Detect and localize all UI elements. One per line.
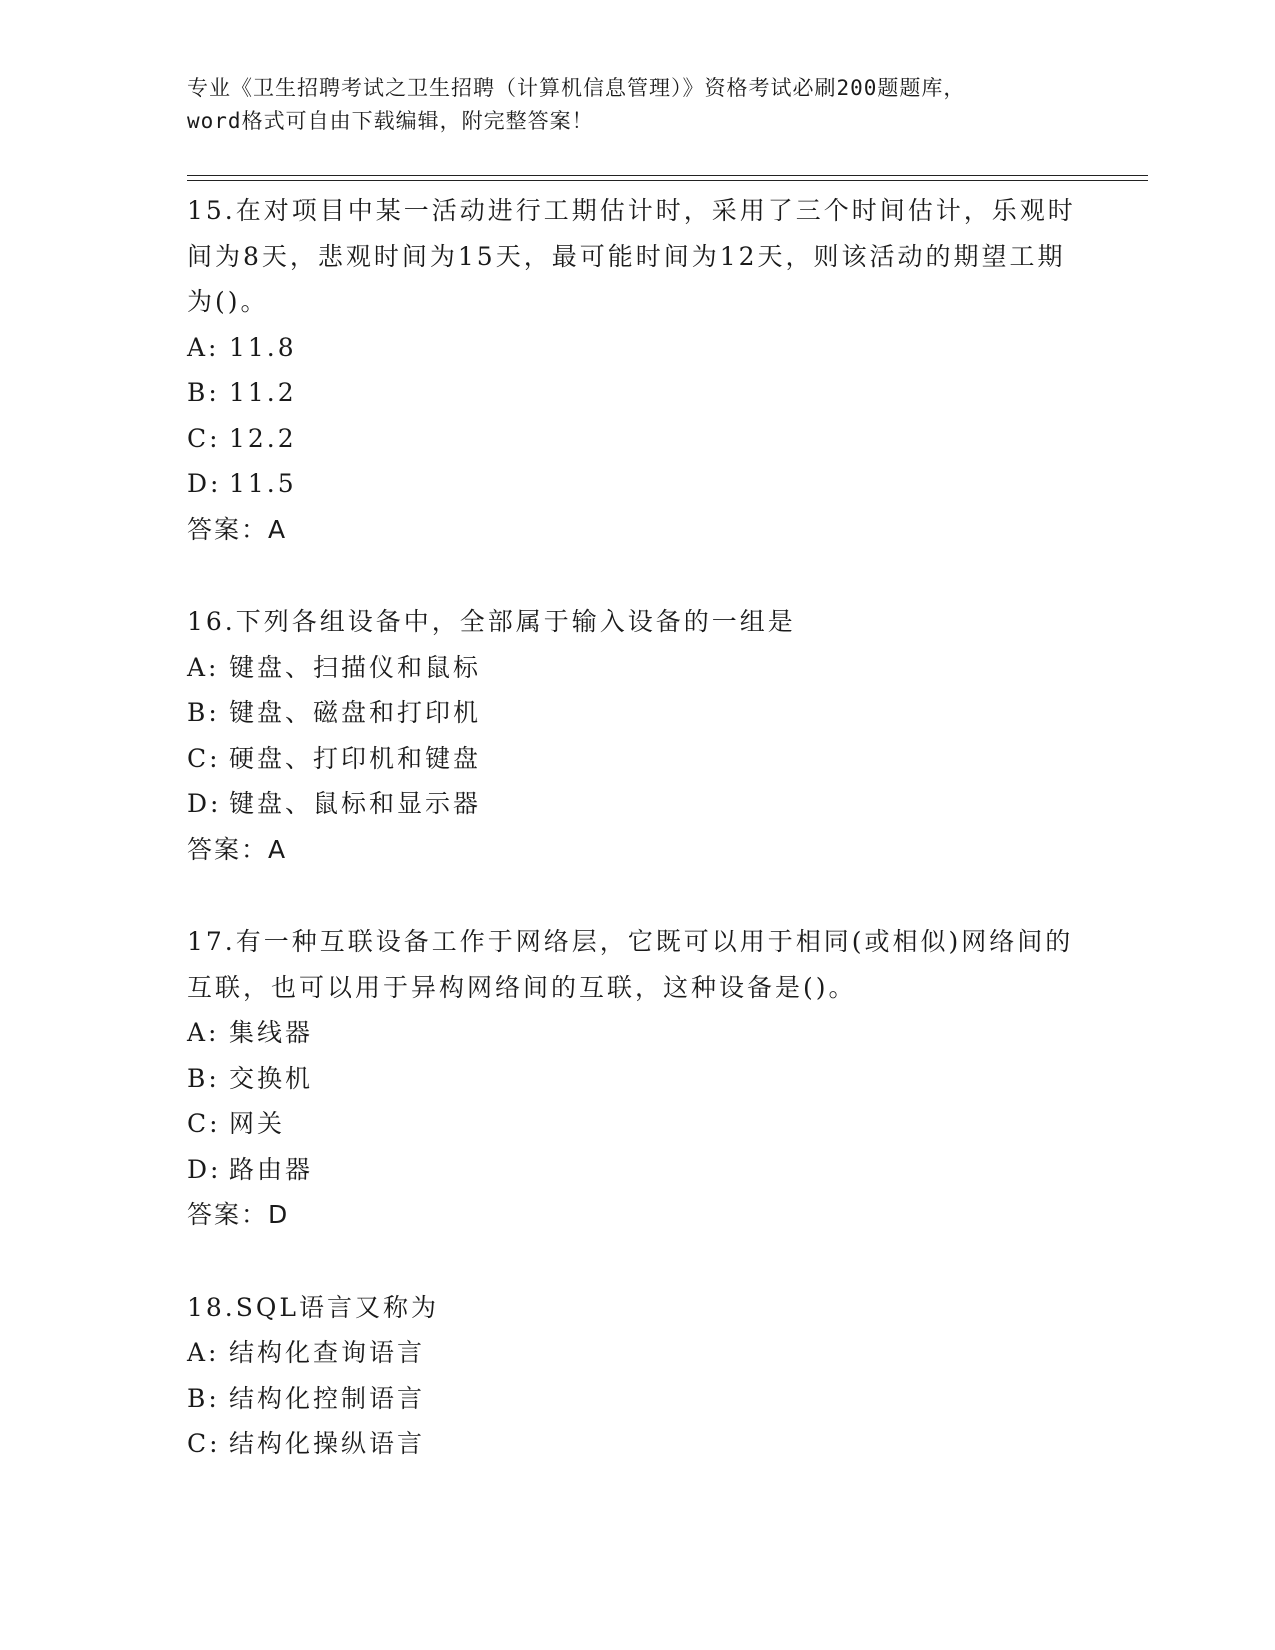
option-d <box>187 461 1087 507</box>
option-letter: A: <box>187 1018 220 1047</box>
option-letter: C: <box>187 423 221 453</box>
option-b <box>187 690 1087 736</box>
header-divider-bottom <box>187 180 1148 181</box>
question-15 <box>187 188 1087 552</box>
option-text: 12.2 <box>229 423 297 453</box>
option-letter: A: <box>187 1338 220 1367</box>
header-divider-top <box>187 175 1148 176</box>
option-text: 11.2 <box>229 378 297 407</box>
option-text: 结构化控制语言 <box>229 1383 426 1413</box>
option-letter: D: <box>187 1154 222 1184</box>
option-text: 键盘、鼠标和显示器 <box>229 789 482 818</box>
option-text: 硬盘、打印机和键盘 <box>229 743 482 773</box>
answer-value: A <box>268 514 288 544</box>
option-text: 键盘、扫描仪和鼠标 <box>229 652 482 682</box>
option-letter: B: <box>187 698 220 727</box>
option-letter: C: <box>187 1429 221 1458</box>
question-16 <box>187 599 1087 872</box>
option-text: 集线器 <box>229 1018 314 1047</box>
question-stem: 16.下列各组设备中，全部属于输入设备的一组是 <box>187 607 796 636</box>
option-letter: D: <box>187 789 222 818</box>
question-stem: 17.有一种互联设备工作于网络层，它既可以用于相同(或相似)网络间的互联，也可以用于异构网络间的互联，这种设备是()。 <box>187 927 1074 1002</box>
header-line-1: 专业《卫生招聘考试之卫生招聘（计算机信息管理）》资格考试必刷200题题库， <box>187 76 966 100</box>
answer-line <box>187 1192 1087 1238</box>
option-c <box>187 416 1087 462</box>
document-header <box>187 72 1087 138</box>
answer-prefix: 答案： <box>187 834 269 864</box>
answer-prefix: 答案： <box>187 1200 269 1229</box>
option-a <box>187 1010 1087 1056</box>
option-letter: A: <box>187 332 220 362</box>
option-c <box>187 736 1087 782</box>
option-a <box>187 1330 1087 1376</box>
option-letter: C: <box>187 1109 221 1138</box>
question-17 <box>187 919 1087 1238</box>
option-text: 11.8 <box>229 332 297 362</box>
option-text: 交换机 <box>229 1063 314 1093</box>
answer-line <box>187 827 1087 873</box>
answer-prefix: 答案： <box>187 514 269 544</box>
option-text: 11.5 <box>229 469 297 498</box>
answer-value: A <box>268 834 288 864</box>
option-a <box>187 325 1087 371</box>
question-18 <box>187 1285 1087 1467</box>
option-a <box>187 645 1087 691</box>
answer-value: D <box>268 1200 290 1229</box>
option-text: 结构化操纵语言 <box>229 1429 426 1458</box>
option-c <box>187 1421 1087 1467</box>
option-letter: A: <box>187 652 220 682</box>
option-text: 路由器 <box>229 1154 314 1184</box>
option-letter: D: <box>187 469 222 498</box>
option-text: 结构化查询语言 <box>229 1338 426 1367</box>
option-b <box>187 370 1087 416</box>
option-letter: B: <box>187 1383 220 1413</box>
option-letter: C: <box>187 743 221 773</box>
question-list <box>187 188 1087 1514</box>
question-stem: 18.SQL语言又称为 <box>187 1292 439 1322</box>
option-text: 网关 <box>229 1109 286 1138</box>
option-b <box>187 1056 1087 1102</box>
option-b <box>187 1376 1087 1422</box>
answer-line <box>187 507 1087 553</box>
question-stem: 15.在对项目中某一活动进行工期估计时，采用了三个时间估计，乐观时间为8天，悲观时间为15天，最可能时间为12天，则该活动的期望工期为()。 <box>187 196 1076 316</box>
header-line-2: word格式可自由下载编辑，附完整答案！ <box>187 109 594 133</box>
option-d <box>187 781 1087 827</box>
option-letter: B: <box>187 1063 220 1093</box>
option-c <box>187 1101 1087 1147</box>
option-d <box>187 1147 1087 1193</box>
option-letter: B: <box>187 378 220 407</box>
option-text: 键盘、磁盘和打印机 <box>229 698 482 727</box>
